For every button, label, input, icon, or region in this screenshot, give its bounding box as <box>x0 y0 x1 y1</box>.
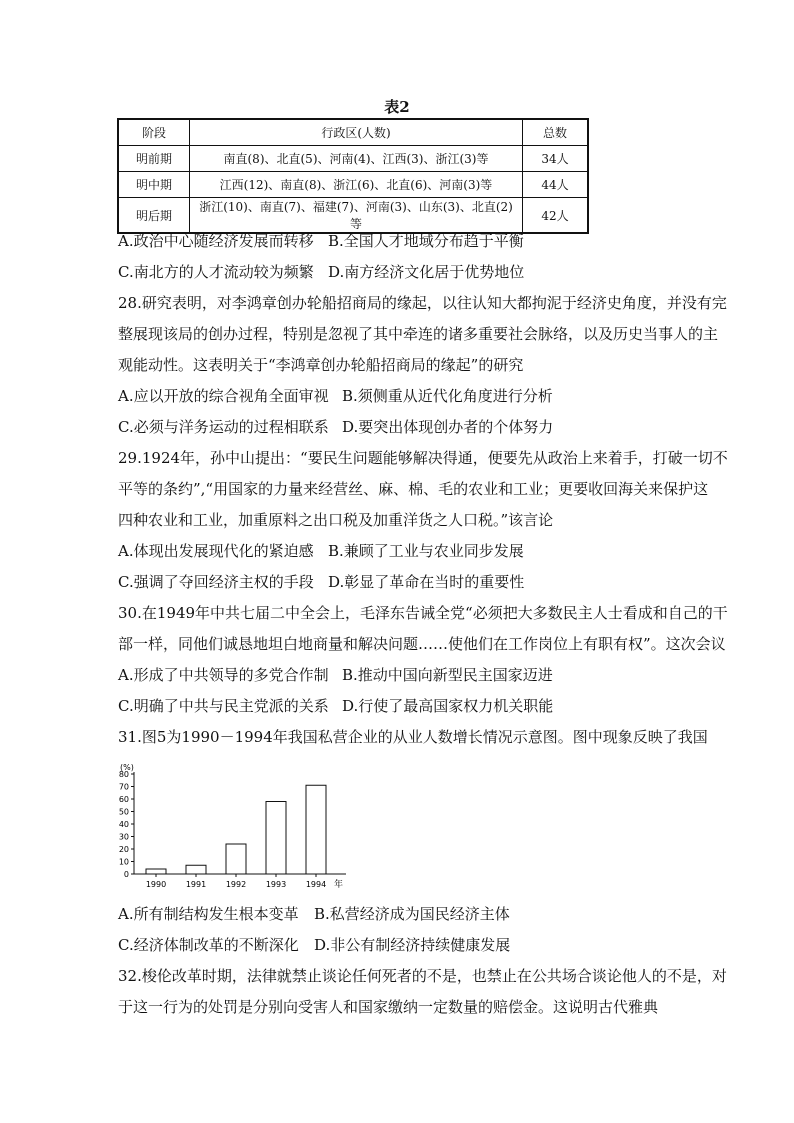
table-header-row <box>118 119 588 146</box>
table-cell: 34人 <box>523 146 589 172</box>
q29-option-b: B.兼顾了工业与农业同步发展 <box>328 542 524 560</box>
table-cell: 44人 <box>523 172 589 198</box>
q27-option-c: C.南北方的人才流动较为频繁 <box>118 263 314 281</box>
x-tick-label: 1993 <box>265 880 287 888</box>
table-row <box>118 172 588 198</box>
y-tick-label: 60 <box>118 795 129 804</box>
table-header-cell: 阶段 <box>118 119 190 146</box>
q29-stem-line: 四种农业和工业，加重原料之出口税及加重洋货之人口税。”该言论 <box>118 511 554 529</box>
q29-stem-line: 平等的条约”,“用国家的力量来经营丝、麻、棉、毛的农业和工业；更要收回海关来保护这 <box>118 480 709 498</box>
y-tick-label: 70 <box>118 782 129 792</box>
table-2 <box>117 118 589 234</box>
q28-option-b: B.须侧重从近代化角度进行分析 <box>342 387 553 405</box>
q31-option-d: D.非公有制经济持续健康发展 <box>314 936 511 954</box>
q27-option-d: D.南方经济文化居于优势地位 <box>328 263 525 281</box>
bar-1990 <box>146 869 166 874</box>
bar-chart <box>110 758 360 888</box>
q29-stem-line: 29.1924年，孙中山提出：“要民生问题能够解决得通，便要先从政治上来着手，打破一切不 <box>118 449 728 467</box>
q31-stem-line: 31.图5为1990－1994年我国私营企业的从业人数增长情况示意图。图中现象反映了我国 <box>118 728 708 746</box>
q28-stem-line: 28.研究表明，对李鸿章创办轮船招商局的缘起，以往认知大都拘泥于经济史角度，并没有完 <box>118 294 727 312</box>
y-tick-label: 20 <box>118 845 129 854</box>
q30-stem-line: 部一样，同他们诚恳地坦白地商量和解决问题……使他们在工作岗位上有职有权”。这次会议 <box>118 635 726 653</box>
q31-option-b: B.私营经济成为国民经济主体 <box>314 905 510 923</box>
q27-option-b: B.全国人才地域分布趋于平衡 <box>328 232 524 250</box>
table-caption: 表2 <box>384 98 410 116</box>
q30-stem-line: 30.在1949年中共七届二中全会上，毛泽东告诫全党“必须把大多数民主人士看成和自己的干 <box>118 604 728 622</box>
q30-option-a: A.形成了中共领导的多党合作制 <box>118 666 329 684</box>
y-tick-label: 80 <box>118 770 129 779</box>
q32-stem-line: 32.梭伦改革时期，法律就禁止谈论任何死者的不是，也禁止在公共场合谈论他人的不是，对 <box>118 967 727 985</box>
table-cell: 明前期 <box>118 146 190 172</box>
q31-option-c: C.经济体制改革的不断深化 <box>118 936 299 954</box>
q30-option-c: C.明确了中共与民主党派的关系 <box>118 697 329 715</box>
q28-option-a: A.应以开放的综合视角全面审视 <box>118 387 329 405</box>
table-header-cell: 行政区(人数) <box>190 119 523 146</box>
bar-1991 <box>186 865 206 874</box>
q28-option-d: D.要突出体现创办者的个体努力 <box>342 418 554 436</box>
table-row <box>118 198 588 234</box>
y-tick-label: 30 <box>118 832 129 842</box>
y-tick-label: 50 <box>118 807 129 817</box>
q28-stem-line: 整展现该局的创办过程，特别是忽视了其中牵连的诸多重要社会脉络，以及历史当事人的主 <box>118 325 719 343</box>
y-axis-label: (%) <box>120 763 134 772</box>
q29-option-a: A.体现出发展现代化的紧迫感 <box>118 542 314 560</box>
bar-1994 <box>306 785 326 874</box>
q27-option-a: A.政治中心随经济发展而转移 <box>118 232 314 250</box>
q28-option-c: C.必须与洋务运动的过程相联系 <box>118 418 329 436</box>
table-cell: 42人 <box>523 198 589 234</box>
x-axis-label: 年 <box>334 880 344 888</box>
bar-1993 <box>266 802 286 875</box>
table-cell: 浙江(10)、南直(7)、福建(7)、河南(3)、山东(3)、北直(2)等 <box>190 198 523 234</box>
y-tick-label: 0 <box>123 870 129 879</box>
q29-option-d: D.彰显了革命在当时的重要性 <box>328 573 525 591</box>
q30-option-d: D.行使了最高国家权力机关职能 <box>342 697 554 715</box>
x-tick-label: 1994 <box>305 880 327 888</box>
x-tick-label: 1991 <box>185 880 207 888</box>
table-row <box>118 146 588 172</box>
y-tick-label: 40 <box>118 820 129 829</box>
table-header-cell: 总数 <box>523 119 589 146</box>
x-tick-label: 1992 <box>225 880 247 888</box>
q32-stem-line: 于这一行为的处罚是分别向受害人和国家缴纳一定数量的赔偿金。这说明古代雅典 <box>118 998 659 1016</box>
y-tick-label: 10 <box>118 857 129 867</box>
q31-option-a: A.所有制结构发生根本变革 <box>118 905 299 923</box>
q28-stem-line: 观能动性。这表明关于“李鸿章创办轮船招商局的缘起”的研究 <box>118 356 524 374</box>
table-cell: 江西(12)、南直(8)、浙江(6)、北直(6)、河南(3)等 <box>190 172 523 198</box>
table-cell: 明后期 <box>118 198 190 234</box>
table-cell: 明中期 <box>118 172 190 198</box>
table-cell: 南直(8)、北直(5)、河南(4)、江西(3)、浙江(3)等 <box>190 146 523 172</box>
bar-1992 <box>226 844 246 874</box>
q30-option-b: B.推动中国向新型民主国家迈进 <box>342 666 553 684</box>
x-tick-label: 1990 <box>145 880 167 888</box>
q29-option-c: C.强调了夺回经济主权的手段 <box>118 573 314 591</box>
